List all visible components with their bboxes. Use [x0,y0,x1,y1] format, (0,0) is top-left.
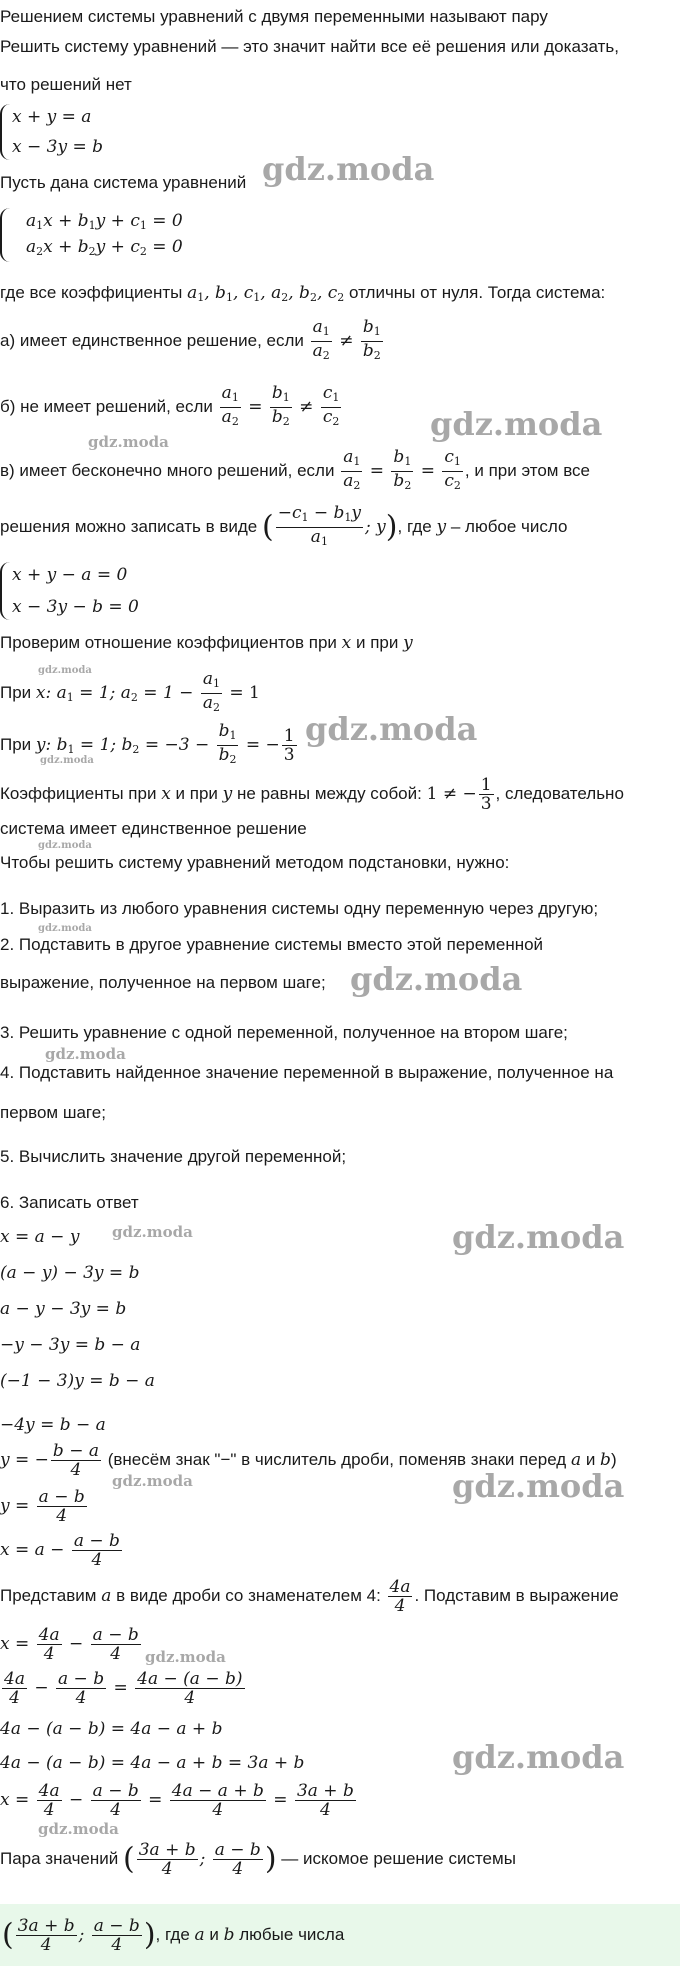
watermark: gdz.moda [452,1218,625,1256]
watermark: gdz.moda [38,840,92,851]
watermark: gdz.moda [452,1467,625,1505]
equation: $a_2x + b_2y + c_2 = 0$ [26,237,183,258]
text-line: При y: $b_1 = 1$; $b_2 = -3$ − $\frac{b_1}{b_2}$ = − $\frac{1}{3}$ [0,721,295,766]
watermark: gdz.moda [305,710,478,748]
equation: x + y − a = 0 [12,565,128,585]
system-brace [0,562,12,620]
watermark: gdz.moda [38,665,92,676]
watermark: gdz.moda [88,433,169,451]
text-line: а) имеет единственное решение, если $\frac{a_1}{a_2}$ ≠ $\frac{b_1}{b_2}$ [0,317,381,362]
equation: x − 3y − b = 0 [12,597,139,617]
equation: y = − $\frac{b - a}{4}$ (внесём знак "−" в числитель дроби, поменяв знаки перед a и b) [0,1441,617,1481]
watermark: gdz.moda [38,1820,119,1838]
text-line: что решений нет [0,75,132,94]
step-item: 5. Вычислить значение другой переменной; [0,1147,347,1166]
equation: (−1 − 3)y = b − a [0,1371,155,1391]
step-item: 6. Записать ответ [0,1193,139,1212]
text-line: в) имеет бесконечно много решений, если $\frac{a_1}{a_2}$ = $\frac{b_1}{b_2}$ = $\frac{c_1}{c_2}$ , и при этом все [0,447,591,492]
equation: 4a − (a − b) = 4a − a + b [0,1719,223,1739]
text-line: б) не имеет решений, если $\frac{a_1}{a_2}$ = $\frac{b_1}{b_2}$ ≠ $\frac{c_1}{c_2}$ [0,383,340,428]
watermark: gdz.moda [40,755,94,766]
equation: y = $\frac{a - b}{4}$ [0,1487,85,1527]
step-item: выражение, полученное на первом шаге; [0,973,326,992]
equation: $\frac{4a}{4}$ − $\frac{a - b}{4}$ = $\frac{4a - (a - b)}{4}$ [4,1669,243,1709]
text-line: Представим a в виде дроби со знаменателем 4: $\frac{4a}{4}$ . Подставим в выражение [0,1577,619,1617]
equation: −4y = b − a [0,1415,106,1435]
text-line: решения можно записать в виде ( $\frac{-c_1 - b_1y}{a_1}$ ; y), где y – любое число [0,503,568,549]
step-item: 4. Подставить найденное значение переменной в выражение, полученное на [0,1063,614,1082]
text-line: где все коэффициенты $a_1$, $b_1$, $c_1$, $a_2$, $b_2$, $c_2$ отличны от нуля. Тогда система: [0,283,606,304]
watermark: gdz.moda [452,1738,625,1776]
watermark: gdz.moda [430,405,603,443]
equation: x = $\frac{4a}{4}$ − $\frac{a - b}{4}$ [0,1625,139,1665]
equation: x = a − $\frac{a - b}{4}$ [0,1531,120,1571]
equation: (a − y) − 3y = b [0,1263,140,1283]
text-line: Чтобы решить систему уравнений методом подстановки, нужно: [0,853,510,872]
watermark: gdz.moda [262,150,435,188]
watermark: gdz.moda [112,1223,193,1241]
text-line: Решением системы уравнений с двумя переменными называют пару [0,7,548,26]
system-brace [0,104,12,160]
equation: x = a − y [0,1227,80,1247]
watermark: gdz.moda [45,1045,126,1063]
text-line: При x: $a_1 = 1$; $a_2 = 1$ − $\frac{a_1}{a_2}$ = 1 [0,669,260,714]
step-item: первом шаге; [0,1103,106,1122]
text-line: Пара значений ( $\frac{3a + b}{4}$ ; $\frac{a - b}{4}$ ) — искомое решение системы [0,1840,516,1880]
equation: −y − 3y = b − a [0,1335,141,1355]
equation: $a_1x + b_1y + c_1 = 0$ [26,211,183,232]
system-brace [0,208,12,262]
step-item: 1. Выразить из любого уравнения системы одну переменную через другую; [0,899,599,918]
equation: 4a − (a − b) = 4a − a + b = 3a + b [0,1753,305,1773]
text-line: Коэффициенты при x и при y не равны между собой: 1 ≠ − $\frac{1}{3}$ , следовательно [0,775,624,815]
equation: a − y − 3y = b [0,1299,127,1319]
watermark: gdz.moda [38,923,92,934]
equation: x − 3y = b [12,137,103,157]
step-item: 3. Решить уравнение с одной переменной, полученное на втором шаге; [0,1023,568,1042]
answer-line: ( $\frac{3a + b}{4}$ ; $\frac{a - b}{4}$ ), где a и b любые числа [2,1916,345,1956]
text-line: Решить систему уравнений — это значит найти все её решения или доказать, [0,37,619,56]
text-line: система имеет единственное решение [0,819,307,838]
watermark: gdz.moda [145,1648,226,1666]
text-line: Проверим отношение коэффициентов при x и при y [0,633,413,653]
equation: x + y = a [12,107,92,127]
watermark: gdz.moda [350,960,523,998]
text-line: Пусть дана система уравнений [0,173,247,192]
step-item: 2. Подставить в другое уравнение системы вместо этой переменной [0,935,544,954]
watermark: gdz.moda [112,1472,193,1490]
equation: x = $\frac{4a}{4}$ − $\frac{a - b}{4}$ = $\frac{4a - a + b}{4}$ = $\frac{3a + b}{4}$ [0,1781,354,1821]
